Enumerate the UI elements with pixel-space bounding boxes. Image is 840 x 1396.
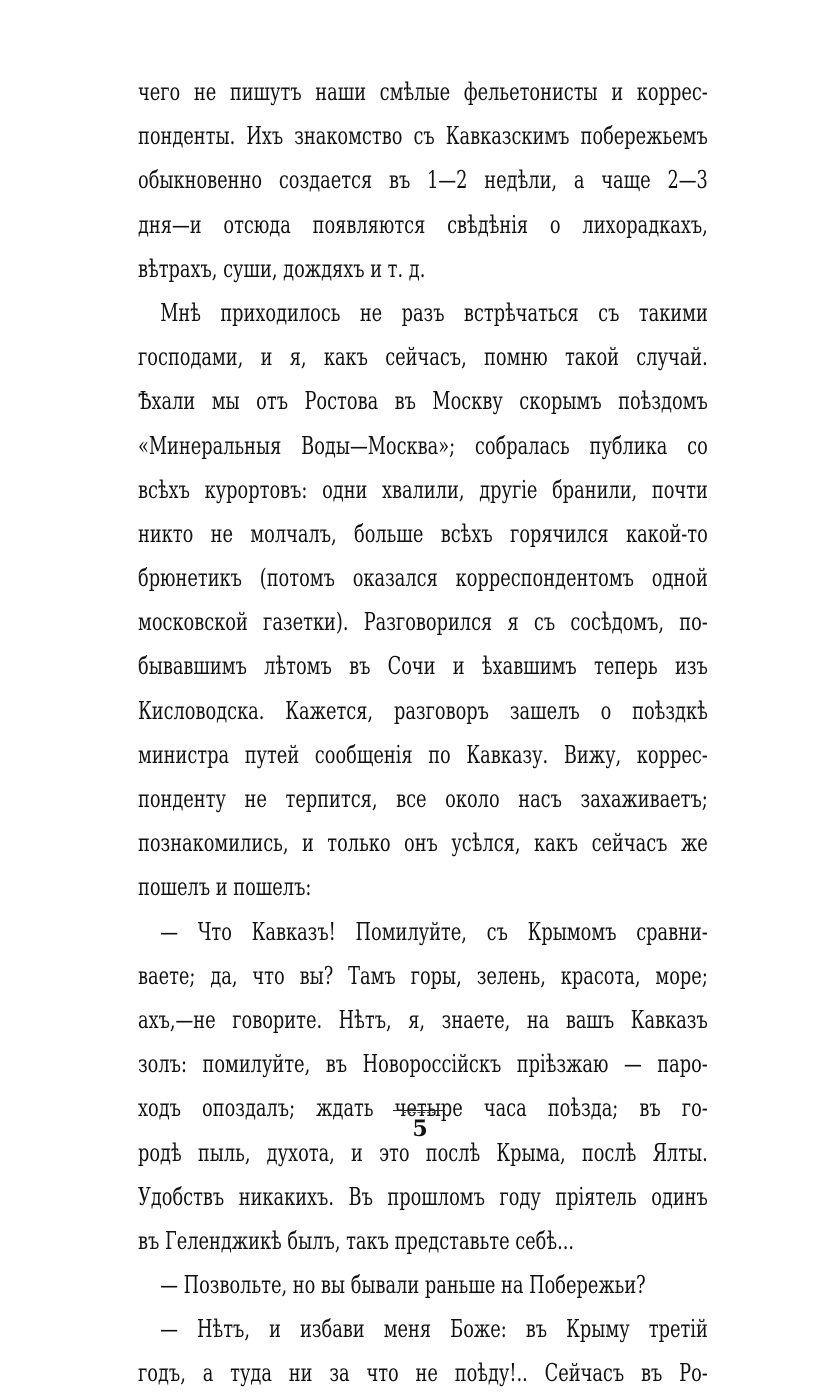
text-line: вѣтрахъ, суши, дождяхъ и т. д. — [138, 254, 426, 283]
text-line: московской газетки). Разговорился я съ сосѣдомъ, по- — [138, 608, 708, 637]
text-line: Кисловодска. Кажется, разговоръ зашелъ о поѣздкѣ — [138, 696, 708, 725]
text-line: понденту не терпится, все около насъ захаживаетъ; — [138, 785, 708, 813]
text-line: никто не молчалъ, больше всѣхъ горячился какой-то — [138, 519, 708, 548]
text-line: пошелъ и пошелъ: — [138, 873, 312, 902]
text-line: Удобствъ никакихъ. Въ прошломъ году пріятель одинъ — [138, 1182, 708, 1211]
text-line: бывавшимъ лѣтомъ въ Сочи и ѣхавшимъ теперь изъ — [138, 652, 708, 681]
text-line: золъ: помилуйте, въ Новороссійскъ пріѣзжаю — паро- — [138, 1050, 708, 1079]
text-line: Мнѣ приходилось не разъ встрѣчаться съ такими — [160, 298, 708, 327]
text-line: въ Геленджикѣ былъ, такъ представьте себѣ... — [138, 1226, 575, 1255]
text-line: познакомились, и только онъ усѣлся, какъ сейчасъ же — [138, 829, 708, 858]
page-number: 5 — [412, 1116, 428, 1142]
text-line: — Что Кавказъ! Помилуйте, съ Крымомъ сравни- — [160, 917, 708, 946]
text-line: родѣ пыль, духота, и это послѣ Крыма, послѣ Ялты. — [138, 1138, 708, 1167]
text-line: — Нѣтъ, и избави меня Боже: въ Крыму третій — [160, 1315, 708, 1344]
text-line: министра путей сообщенія по Кавказу. Вижу, коррес- — [138, 740, 708, 769]
text-line: брюнетикъ (потомъ оказался корреспондентомъ одной — [138, 564, 708, 593]
text-line: ахъ,—не говорите. Нѣтъ, я, знаете, на вашъ Кавказъ — [138, 1005, 708, 1034]
text-line: ходъ опоздалъ; ждать четыре часа поѣзда; въ го- — [138, 1094, 708, 1123]
text-line: понденты. Ихъ знакомство съ Кавказскимъ побережьемъ — [138, 122, 708, 151]
text-line: годъ, а туда ни за что не поѣду!.. Сейчасъ въ Ро- — [138, 1359, 708, 1388]
text-line: Ѣхали мы отъ Ростова въ Москву скорымъ поѣздомъ — [138, 387, 708, 416]
text-line: господами, и я, какъ сейчасъ, помню такой случай. — [138, 343, 708, 372]
text-line: дня—и отсюда появляются свѣдѣнія о лихорадкахъ, — [138, 210, 708, 239]
text-line: всѣхъ курортовъ: одни хвалили, другіе бранили, почти — [138, 475, 708, 504]
text-line: «Минеральныя Воды—Москва»; собралась публика со — [138, 431, 708, 460]
text-line: ваете; да, что вы? Тамъ горы, зелень, красота, море; — [138, 961, 708, 990]
text-line: — Позвольте, но вы бывали раньше на Побережьи? — [160, 1271, 646, 1300]
text-line: чего не пишутъ наши смѣлые фельетонисты и коррес- — [138, 78, 708, 106]
footer-rule — [393, 1110, 445, 1111]
text-line: обыкновенно создается въ 1—2 недѣли, а чаще 2—3 — [138, 166, 708, 195]
body-text — [138, 70, 708, 1396]
